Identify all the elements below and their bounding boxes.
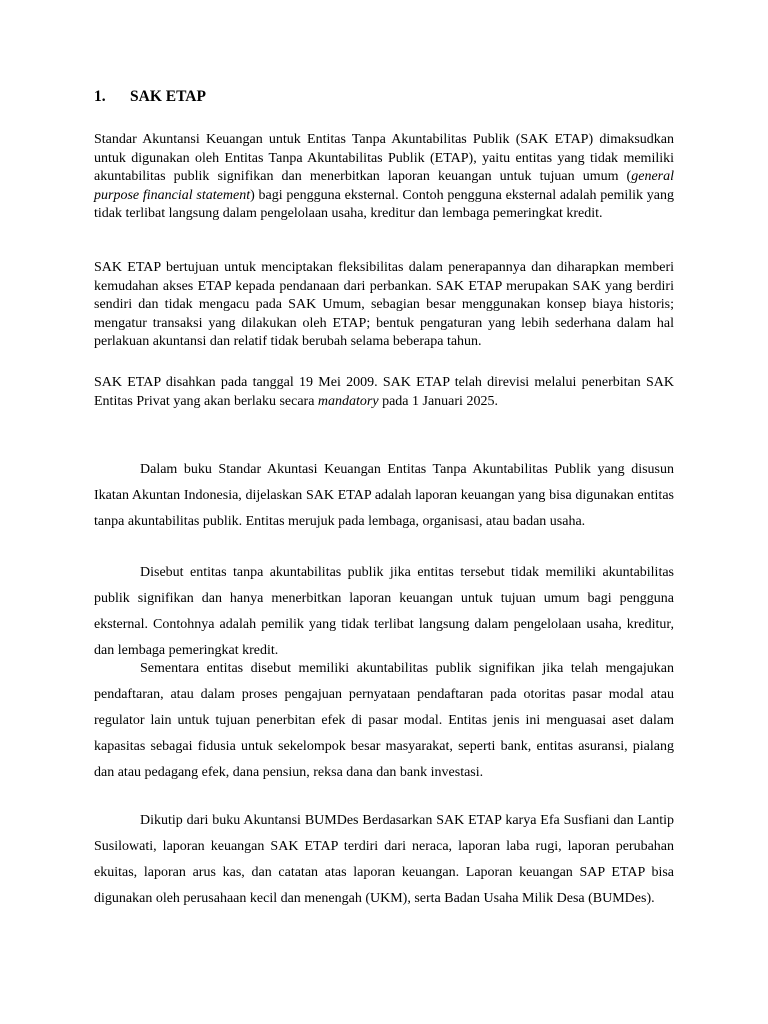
body-paragraph-4: Dikutip dari buku Akuntansi BUMDes Berdasarkan SAK ETAP karya Efa Susfiani dan Lantip Susilowati, laporan keuangan SAK ETAP terdiri dari neraca, laporan laba rugi, laporan perubahan ekuitas, laporan arus kas, dan catatan atas laporan keuangan. Laporan keuangan SAP ETAP bisa digunakan oleh perusahaan kecil dan menengah (UKM), serta Badan Usaha Milik Desa (BUMDes).: [94, 813, 674, 906]
intro-text: pada 1 Januari 2025.: [378, 393, 498, 409]
intro-italic-term: mandatory: [317, 393, 379, 409]
intro-text: Standar Akuntansi Keuangan untuk Entitas Tanpa Akuntabilitas Publik (SAK ETAP) dimaksudkan untuk digunakan oleh Entitas Tanpa Akuntabilitas Publik (ETAP), yaitu entitas yang tidak memiliki akuntabilitas publik signifikan dan menerbitkan laporan keuangan untuk tujuan umum (: [94, 132, 674, 185]
intro-text: ) bagi pengguna eksternal. Contoh pengguna eksternal adalah pemilik yang tidak terlibat langsung dalam pengelolaan usaha, kreditur dan lembaga pemeringkat kredit.: [94, 187, 674, 222]
body-paragraph-3: Sementara entitas disebut memiliki akuntabilitas publik signifikan jika telah mengajukan pendaftaran, atau dalam proses pengajuan pernyataan pendaftaran pada otoritas pasar modal atau regulator lain untuk tujuan penerbitan efek di pasar modal. Entitas jenis ini menguasai aset dalam kapasitas sebagai fidusia untuk sekelompok besar masyarakat, seperti bank, entitas asuransi, pialang dan atau pedagang efek, dana pensiun, reksa dana dan bank investasi.: [94, 661, 674, 780]
section-heading: [94, 87, 206, 107]
body-paragraph-2: Disebut entitas tanpa akuntabilitas publik jika entitas tersebut tidak memiliki akuntabilitas publik signifikan dan hanya menerbitkan laporan keuangan untuk tujuan umum bagi pengguna eksternal. Contohnya adalah pemilik yang tidak terlibat langsung dalam pengelolaan usaha, kreditur, dan lembaga pemeringkat kredit.: [94, 565, 674, 658]
section-number: 1.: [94, 88, 106, 105]
section-title: SAK ETAP: [130, 88, 206, 105]
intro-paragraph-3: [94, 374, 674, 411]
intro-paragraph-2: [94, 259, 674, 352]
intro-italic-term: general purpose financial statement: [94, 169, 674, 203]
intro-text: SAK ETAP bertujuan untuk menciptakan fleksibilitas dalam penerapannya dan diharapkan memberi kemudahan akses ETAP kepada pendanaan dari perbankan. SAK ETAP merupakan SAK yang berdiri sendiri dan tidak mengacu pada SAK Umum, sebagian besar menggunakan konsep biaya historis; mengatur transaksi yang dilakukan oleh ETAP; bentuk pengaturan yang lebih sederhana dalam hal perlakuan akuntansi dan relatif tidak berubah selama beberapa tahun.: [94, 260, 674, 350]
body-paragraph-1: Dalam buku Standar Akuntasi Keuangan Entitas Tanpa Akuntabilitas Publik yang disusun Ikatan Akuntan Indonesia, dijelaskan SAK ETAP adalah laporan keuangan yang bisa digunakan entitas tanpa akuntabilitas publik. Entitas merujuk pada lembaga, organisasi, atau badan usaha.: [94, 462, 674, 529]
intro-text: SAK ETAP disahkan pada tanggal 19 Mei 2009. SAK ETAP telah direvisi melalui penerbitan SAK Entitas Privat yang akan berlaku secara: [94, 375, 674, 409]
intro-paragraph-1: [94, 131, 674, 224]
